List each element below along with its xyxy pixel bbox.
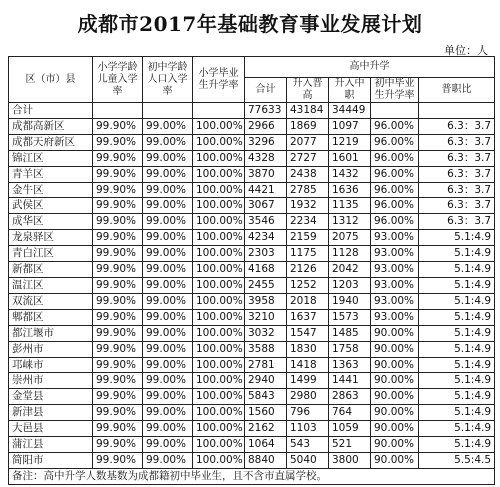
row-total: 3032: [245, 325, 287, 341]
row-vocational: 764: [329, 405, 371, 421]
row-vocational: 1573: [329, 309, 371, 325]
row-general: 1252: [287, 277, 329, 293]
row-junior-grad: 90.00%: [371, 437, 419, 453]
row-total: 3546: [245, 214, 287, 230]
summary-empty-cell: [193, 103, 245, 119]
header-district: 区（市）县: [9, 57, 93, 103]
row-district: 崇州市: [9, 373, 93, 389]
note-row: [9, 468, 495, 484]
header-junior-enroll: 初中学龄人口入学率: [143, 57, 193, 103]
row-junior-grad: 96.00%: [371, 118, 419, 134]
row-total: 2162: [245, 421, 287, 437]
row-junior-enroll: 99.00%: [143, 198, 193, 214]
row-district: 郫都区: [9, 309, 93, 325]
row-district: 简阳市: [9, 452, 93, 468]
row-junior-enroll: 99.00%: [143, 389, 193, 405]
row-vocational: 1758: [329, 341, 371, 357]
row-primary-grad: 100.00%: [193, 166, 245, 182]
table-row: [9, 230, 495, 246]
row-general: 1103: [287, 421, 329, 437]
row-district: 武侯区: [9, 198, 93, 214]
row-primary-grad: 100.00%: [193, 230, 245, 246]
row-vocational: 1059: [329, 421, 371, 437]
row-total: 3210: [245, 309, 287, 325]
summary-vocational: 34449: [329, 103, 371, 119]
row-ratio: 5.1:4.9: [419, 437, 495, 453]
row-general: 543: [287, 437, 329, 453]
row-primary-grad: 100.00%: [193, 357, 245, 373]
header-primary-enroll: 小学学龄儿童入学率: [93, 57, 143, 103]
table-row: [9, 357, 495, 373]
row-total: 3067: [245, 198, 287, 214]
row-total: 3958: [245, 293, 287, 309]
row-junior-enroll: 99.00%: [143, 293, 193, 309]
row-junior-grad: 96.00%: [371, 134, 419, 150]
table-row: [9, 341, 495, 357]
table-row: [9, 150, 495, 166]
row-ratio: 6.3：3.7: [419, 166, 495, 182]
row-general: 1830: [287, 341, 329, 357]
table-row: [9, 277, 495, 293]
row-general: 2438: [287, 166, 329, 182]
row-junior-grad: 93.00%: [371, 277, 419, 293]
row-primary-grad: 100.00%: [193, 150, 245, 166]
header-general: 升入普高: [287, 78, 329, 103]
row-primary-enroll: 99.90%: [93, 373, 143, 389]
row-primary-enroll: 99.90%: [93, 341, 143, 357]
row-junior-enroll: 99.00%: [143, 309, 193, 325]
table-row: [9, 166, 495, 182]
summary-empty-cell: [419, 103, 495, 119]
row-primary-enroll: 99.90%: [93, 134, 143, 150]
header-ratio: 普职比: [419, 78, 495, 103]
row-district: 金牛区: [9, 182, 93, 198]
row-vocational: 1097: [329, 118, 371, 134]
row-primary-grad: 100.00%: [193, 389, 245, 405]
row-vocational: 1601: [329, 150, 371, 166]
row-junior-enroll: 99.00%: [143, 230, 193, 246]
row-general: 2126: [287, 262, 329, 278]
row-junior-grad: 96.00%: [371, 166, 419, 182]
row-junior-grad: 90.00%: [371, 373, 419, 389]
row-vocational: 1940: [329, 293, 371, 309]
row-ratio: 5.1:4.9: [419, 389, 495, 405]
row-primary-grad: 100.00%: [193, 452, 245, 468]
row-primary-grad: 100.00%: [193, 214, 245, 230]
row-general: 2018: [287, 293, 329, 309]
row-junior-grad: 93.00%: [371, 262, 419, 278]
row-district: 蒲江县: [9, 437, 93, 453]
row-district: 金堂县: [9, 389, 93, 405]
row-total: 4168: [245, 262, 287, 278]
row-junior-grad: 93.00%: [371, 246, 419, 262]
row-primary-enroll: 99.90%: [93, 389, 143, 405]
row-total: 3296: [245, 134, 287, 150]
table-row: [9, 246, 495, 262]
row-junior-grad: 90.00%: [371, 325, 419, 341]
row-vocational: 1219: [329, 134, 371, 150]
summary-empty-cell: [93, 103, 143, 119]
table-row: [9, 325, 495, 341]
row-ratio: 5.1:4.9: [419, 309, 495, 325]
row-junior-grad: 93.00%: [371, 293, 419, 309]
row-total: 8840: [245, 452, 287, 468]
row-primary-enroll: 99.90%: [93, 198, 143, 214]
row-junior-enroll: 99.00%: [143, 421, 193, 437]
row-district: 青白江区: [9, 246, 93, 262]
row-junior-enroll: 99.00%: [143, 437, 193, 453]
row-general: 1869: [287, 118, 329, 134]
row-junior-grad: 96.00%: [371, 150, 419, 166]
row-primary-grad: 100.00%: [193, 373, 245, 389]
row-primary-enroll: 99.90%: [93, 214, 143, 230]
table-row: [9, 373, 495, 389]
row-junior-grad: 93.00%: [371, 230, 419, 246]
row-vocational: 3800: [329, 452, 371, 468]
row-total: 2455: [245, 277, 287, 293]
row-primary-enroll: 99.90%: [93, 293, 143, 309]
table-row: [9, 309, 495, 325]
row-junior-enroll: 99.00%: [143, 277, 193, 293]
row-general: 796: [287, 405, 329, 421]
row-ratio: 6.3：3.7: [419, 134, 495, 150]
row-general: 2077: [287, 134, 329, 150]
row-district: 成都高新区: [9, 118, 93, 134]
row-total: 4234: [245, 230, 287, 246]
row-vocational: 1312: [329, 214, 371, 230]
page-title: 成都市2017年基础教育事业发展计划: [77, 12, 423, 36]
row-ratio: 6.3：3.7: [419, 198, 495, 214]
row-total: 3870: [245, 166, 287, 182]
row-primary-enroll: 99.90%: [93, 262, 143, 278]
row-primary-grad: 100.00%: [193, 118, 245, 134]
row-primary-grad: 100.00%: [193, 437, 245, 453]
row-general: 1547: [287, 325, 329, 341]
row-junior-grad: 90.00%: [371, 357, 419, 373]
row-ratio: 5.5:4.5: [419, 452, 495, 468]
table-row: [9, 437, 495, 453]
row-district: 锦江区: [9, 150, 93, 166]
summary-label: 合计: [9, 103, 93, 119]
row-ratio: 5.1:4.9: [419, 230, 495, 246]
table-row: [9, 134, 495, 150]
row-primary-grad: 100.00%: [193, 277, 245, 293]
row-general: 1418: [287, 357, 329, 373]
row-primary-enroll: 99.90%: [93, 437, 143, 453]
row-junior-grad: 90.00%: [371, 405, 419, 421]
row-junior-grad: 90.00%: [371, 389, 419, 405]
row-general: 1175: [287, 246, 329, 262]
row-district: 成都天府新区: [9, 134, 93, 150]
header-senior-group: 高中升学: [245, 57, 495, 78]
row-primary-grad: 100.00%: [193, 262, 245, 278]
row-junior-enroll: 99.00%: [143, 150, 193, 166]
row-district: 新都区: [9, 262, 93, 278]
header-vocational: 升入中职: [329, 78, 371, 103]
row-junior-enroll: 99.00%: [143, 214, 193, 230]
row-primary-grad: 100.00%: [193, 182, 245, 198]
row-primary-enroll: 99.90%: [93, 309, 143, 325]
row-vocational: 2042: [329, 262, 371, 278]
row-district: 温江区: [9, 277, 93, 293]
row-vocational: 2863: [329, 389, 371, 405]
row-vocational: 1485: [329, 325, 371, 341]
row-ratio: 5.1:4.9: [419, 246, 495, 262]
row-total: 2303: [245, 246, 287, 262]
row-general: 2727: [287, 150, 329, 166]
row-primary-grad: 100.00%: [193, 198, 245, 214]
row-ratio: 6.3：3.7: [419, 182, 495, 198]
plan-table: [8, 56, 495, 485]
row-primary-enroll: 99.90%: [93, 325, 143, 341]
row-total: 2781: [245, 357, 287, 373]
row-vocational: 1363: [329, 357, 371, 373]
row-primary-enroll: 99.90%: [93, 357, 143, 373]
row-ratio: 5.1:4.9: [419, 293, 495, 309]
row-general: 2980: [287, 389, 329, 405]
row-total: 1560: [245, 405, 287, 421]
row-district: 都江堰市: [9, 325, 93, 341]
row-ratio: 5.1:4.9: [419, 357, 495, 373]
summary-empty-cell: [371, 103, 419, 119]
row-vocational: 1203: [329, 277, 371, 293]
row-ratio: 5.1:4.9: [419, 277, 495, 293]
row-junior-grad: 90.00%: [371, 452, 419, 468]
table-row: [9, 421, 495, 437]
row-ratio: 6.3：3.7: [419, 118, 495, 134]
row-district: 大邑县: [9, 421, 93, 437]
row-primary-enroll: 99.90%: [93, 421, 143, 437]
table-row: [9, 182, 495, 198]
row-primary-enroll: 99.90%: [93, 452, 143, 468]
unit-label: 单位：人: [444, 44, 488, 57]
table-row: [9, 198, 495, 214]
header-total: 合计: [245, 78, 287, 103]
row-junior-enroll: 99.00%: [143, 182, 193, 198]
row-primary-enroll: 99.90%: [93, 150, 143, 166]
summary-empty-cell: [143, 103, 193, 119]
row-total: 5843: [245, 389, 287, 405]
row-ratio: 5.1:4.9: [419, 373, 495, 389]
row-district: 彭州市: [9, 341, 93, 357]
row-junior-grad: 96.00%: [371, 214, 419, 230]
row-general: 2159: [287, 230, 329, 246]
header-primary-grad: 小学毕业生升学率: [193, 57, 245, 103]
row-total: 2940: [245, 373, 287, 389]
row-primary-enroll: 99.90%: [93, 182, 143, 198]
row-junior-enroll: 99.00%: [143, 452, 193, 468]
row-primary-enroll: 99.90%: [93, 405, 143, 421]
row-junior-enroll: 99.00%: [143, 325, 193, 341]
row-district: 新津县: [9, 405, 93, 421]
row-junior-grad: 96.00%: [371, 182, 419, 198]
row-ratio: 5.1:4.9: [419, 341, 495, 357]
row-ratio: 5.1:4.9: [419, 405, 495, 421]
row-junior-enroll: 99.00%: [143, 341, 193, 357]
row-primary-enroll: 99.90%: [93, 277, 143, 293]
row-total: 2966: [245, 118, 287, 134]
row-district: 龙泉驿区: [9, 230, 93, 246]
row-primary-grad: 100.00%: [193, 421, 245, 437]
row-junior-enroll: 99.00%: [143, 134, 193, 150]
row-junior-grad: 90.00%: [371, 421, 419, 437]
row-vocational: 1432: [329, 166, 371, 182]
row-district: 双流区: [9, 293, 93, 309]
row-vocational: 2075: [329, 230, 371, 246]
row-primary-grad: 100.00%: [193, 325, 245, 341]
row-junior-grad: 93.00%: [371, 309, 419, 325]
row-general: 2785: [287, 182, 329, 198]
row-total: 4328: [245, 150, 287, 166]
row-district: 成华区: [9, 214, 93, 230]
row-general: 1932: [287, 198, 329, 214]
row-primary-grad: 100.00%: [193, 309, 245, 325]
row-junior-enroll: 99.00%: [143, 246, 193, 262]
row-junior-enroll: 99.00%: [143, 357, 193, 373]
row-ratio: 6.3：3.7: [419, 214, 495, 230]
row-junior-enroll: 99.00%: [143, 118, 193, 134]
row-general: 2234: [287, 214, 329, 230]
row-vocational: 1128: [329, 246, 371, 262]
row-junior-enroll: 99.00%: [143, 262, 193, 278]
row-ratio: 6.3：3.7: [419, 150, 495, 166]
table-row: [9, 293, 495, 309]
row-vocational: 1441: [329, 373, 371, 389]
row-junior-grad: 90.00%: [371, 341, 419, 357]
summary-row: [9, 103, 495, 119]
row-primary-enroll: 99.90%: [93, 118, 143, 134]
row-primary-grad: 100.00%: [193, 405, 245, 421]
table-row: [9, 389, 495, 405]
row-primary-enroll: 99.90%: [93, 166, 143, 182]
table-row: [9, 214, 495, 230]
row-vocational: 521: [329, 437, 371, 453]
row-ratio: 5.1:4.9: [419, 262, 495, 278]
row-junior-grad: 96.00%: [371, 198, 419, 214]
row-ratio: 5.1:4.9: [419, 325, 495, 341]
row-total: 4421: [245, 182, 287, 198]
row-junior-enroll: 99.00%: [143, 405, 193, 421]
summary-total: 77633: [245, 103, 287, 119]
row-junior-enroll: 99.00%: [143, 166, 193, 182]
row-general: 5040: [287, 452, 329, 468]
table-row: [9, 405, 495, 421]
header-junior-grad: 初中毕业生升学率: [371, 78, 419, 103]
row-ratio: 5.1:4.9: [419, 421, 495, 437]
table-row: [9, 452, 495, 468]
row-junior-enroll: 99.00%: [143, 373, 193, 389]
summary-general: 43184: [287, 103, 329, 119]
row-district: 邛崃市: [9, 357, 93, 373]
row-general: 1499: [287, 373, 329, 389]
row-district: 青羊区: [9, 166, 93, 182]
row-general: 1637: [287, 309, 329, 325]
table-row: [9, 262, 495, 278]
row-primary-grad: 100.00%: [193, 134, 245, 150]
row-total: 1064: [245, 437, 287, 453]
row-primary-grad: 100.00%: [193, 293, 245, 309]
row-vocational: 1636: [329, 182, 371, 198]
footnote: 备注：高中升学人数基数为成都籍初中毕业生，且不含市直属学校。: [9, 468, 495, 484]
row-vocational: 1135: [329, 198, 371, 214]
row-total: 3588: [245, 341, 287, 357]
row-primary-enroll: 99.90%: [93, 246, 143, 262]
row-primary-grad: 100.00%: [193, 246, 245, 262]
row-primary-enroll: 99.90%: [93, 230, 143, 246]
table-row: [9, 118, 495, 134]
row-primary-grad: 100.00%: [193, 341, 245, 357]
